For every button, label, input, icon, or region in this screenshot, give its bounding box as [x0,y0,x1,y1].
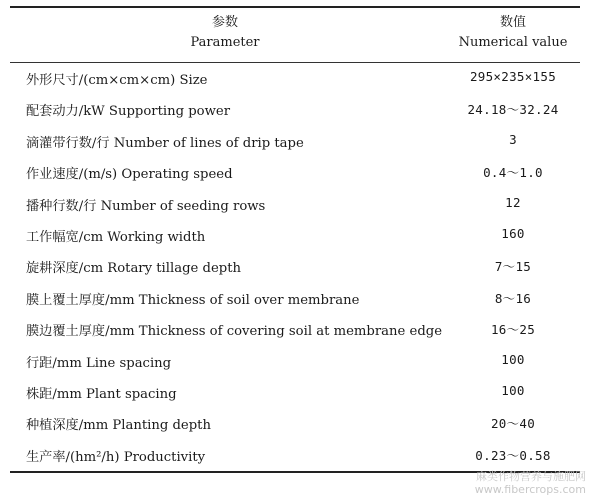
header-parameter [10,13,440,53]
row-parameter: 株距/mm Plant spacing [26,387,177,402]
table-row [10,314,580,345]
row-value: 295×235×155 [469,69,557,84]
row-parameter: 膜上覆土厚度/mm Thickness of soil over membrane [26,292,360,308]
row-value: 0.23～0.58 [475,447,551,463]
row-value: 8～16 [494,290,532,306]
row-parameter: 旋耕深度/cm Rotary tillage depth [26,261,241,277]
table-row [10,189,580,220]
watermark-line2: www.fibercrops.com [474,483,586,496]
header-parameter-zh: 参数 [211,15,238,30]
header-value-en: Numerical value [458,35,568,50]
row-value: 0.4～1.0 [483,165,543,181]
row-value: 12 [505,194,521,210]
table-row [10,440,580,471]
table-row [10,346,580,377]
table-row [10,157,580,188]
table-row [10,94,580,125]
table-row [10,251,580,282]
row-value: 160 [501,226,525,241]
row-parameter: 作业速度/(m/s) Operating speed [26,167,233,183]
row-parameter: 种植深度/mm Planting depth [26,418,211,434]
header-value [444,13,582,53]
row-parameter: 滴灌带行数/行 Number of lines of drip tape [26,135,304,151]
watermark-line1: 麻类作物营养与施肥网 [476,470,586,483]
row-parameter: 膜边覆土厚度/mm Thickness of covering soil at membrane edge [26,324,443,340]
table-row [10,283,580,314]
row-parameter: 工作幅宽/cm Working width [26,230,206,245]
row-parameter: 播种行数/行 Number of seeding rows [26,198,266,214]
row-value: 100 [501,383,525,398]
table-row [10,126,580,157]
row-value: 16～25 [490,322,536,338]
row-parameter: 外形尺寸/(cm×cm×cm) Size [26,73,208,88]
table-row [10,63,580,94]
row-value: 3 [509,131,517,147]
table-row [10,408,580,439]
row-value: 100 [501,351,525,367]
row-parameter: 行距/mm Line spacing [26,355,172,371]
row-value: 7～15 [494,259,532,275]
header-value-zh: 数值 [499,15,526,30]
table-row [10,377,580,408]
table-top-rule [10,6,580,8]
row-value: 24.18～32.24 [467,102,559,118]
table-row [10,220,580,251]
row-value: 20～40 [490,416,536,432]
header-parameter-en: Parameter [190,35,260,50]
watermark [475,470,586,496]
row-parameter: 配套动力/kW Supporting power [26,104,231,120]
row-parameter: 生产率/(hm²/h) Productivity [26,449,206,465]
